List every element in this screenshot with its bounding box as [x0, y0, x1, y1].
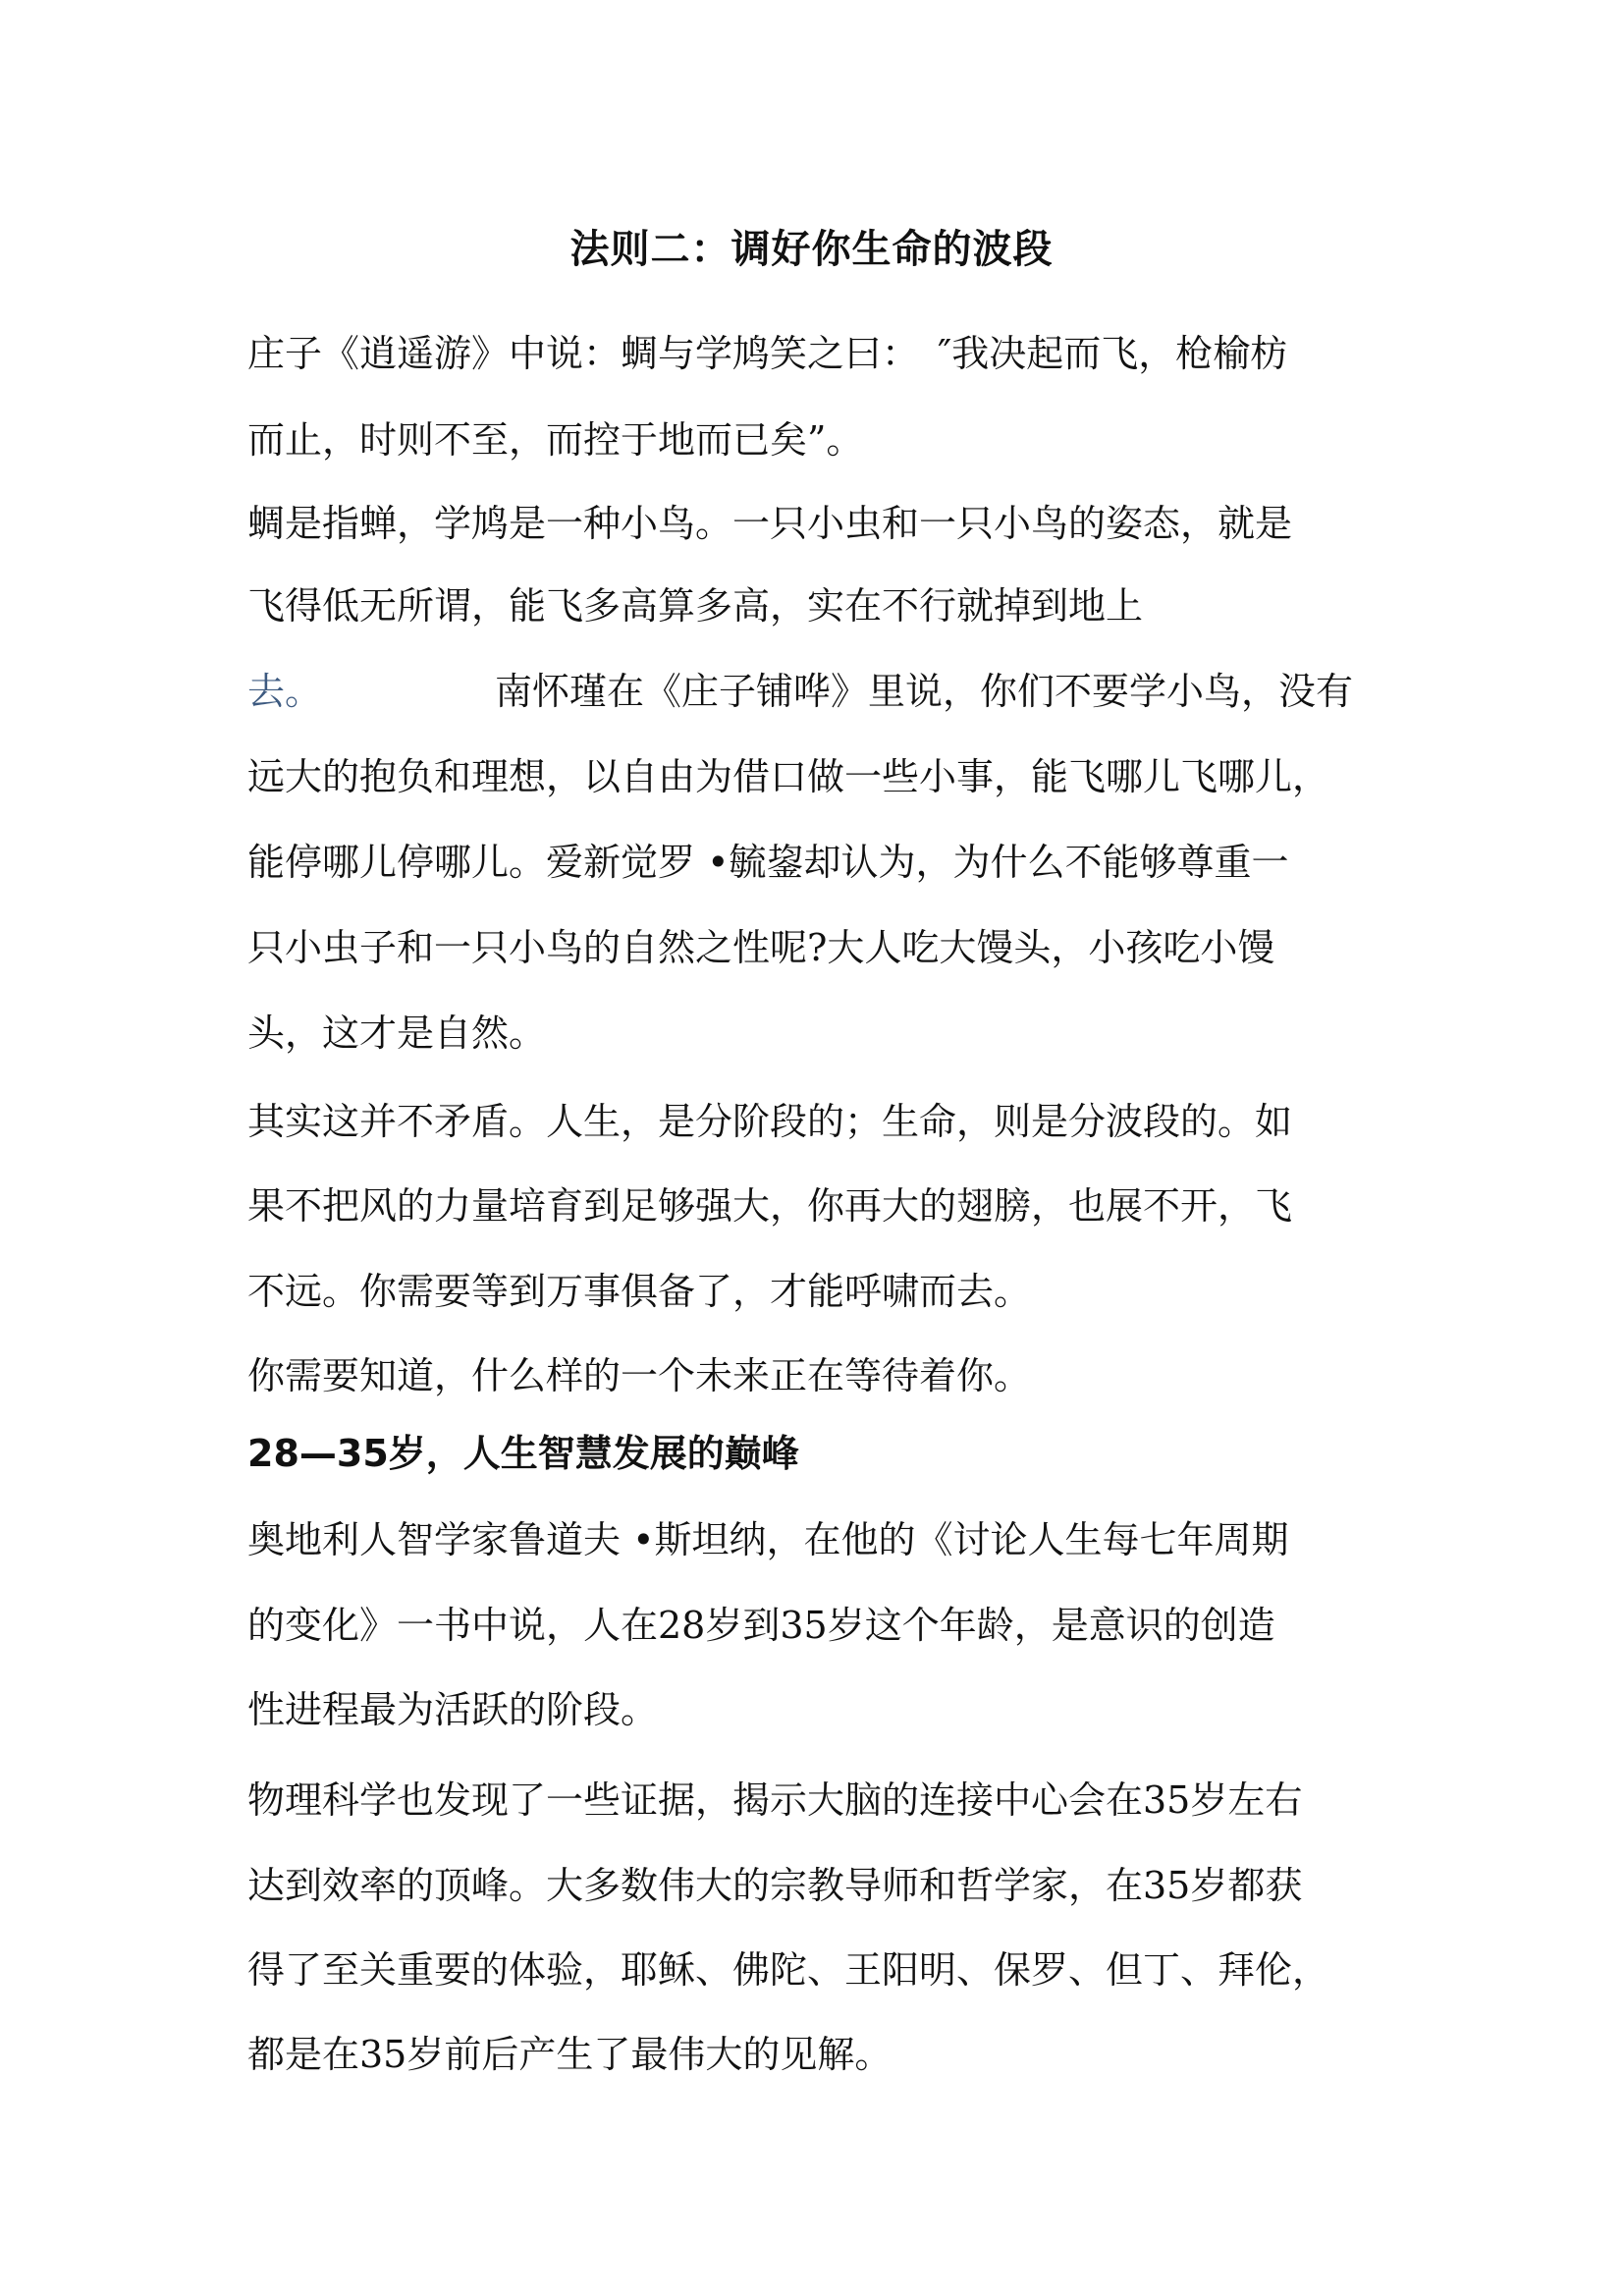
- paragraph-line: 能停哪儿停哪儿。爱新觉罗 •毓鋆却认为，为什么不能够尊重一: [247, 841, 1289, 884]
- paragraph-line: 奥地利人智学家鲁道夫 •斯坦纳，在他的《讨论人生每七年周期: [247, 1518, 1289, 1561]
- line-fragment: 南怀瑾在《庄子铺哗》里说，你们不要学小鸟，没有: [495, 670, 1354, 713]
- paragraph-line: 你需要知道，什么样的一个未来正在等待着你。: [247, 1354, 1032, 1397]
- paragraph-line: 果不把风的力量培育到足够强大，你再大的翅膀，也展不开，飞: [247, 1184, 1293, 1228]
- paragraph-line: 远大的抱负和理想，以自由为借口做一些小事，能飞哪儿飞哪儿，: [247, 755, 1330, 798]
- paragraph-line: 而止，时则不至，而控于地而已矣”。: [247, 418, 864, 462]
- paragraph-line: 得了至关重要的体验，耶稣、佛陀、王阳明、保罗、但丁、拜伦，: [247, 1948, 1330, 1992]
- paragraph-line: 达到效率的顶峰。大多数伟大的宗教导师和哲学家，在35岁都获: [247, 1864, 1303, 1907]
- paragraph-line: 庄子《逍遥游》中说：蜩与学鸠笑之曰： ″我决起而飞，枪榆枋: [247, 332, 1288, 375]
- paragraph-line: 不远。你需要等到万事俱备了，才能呼啸而去。: [247, 1270, 1032, 1313]
- paragraph-line: 性进程最为活跃的阶段。: [247, 1688, 659, 1731]
- paragraph-line: 头，这才是自然。: [247, 1011, 547, 1055]
- paragraph-line: [247, 667, 1386, 716]
- paragraph-line: 的变化》一书中说，人在28岁到35岁这个年龄，是意识的创造: [247, 1604, 1275, 1647]
- paragraph-line: 飞得低无所谓，能飞多高算多高，实在不行就掉到地上: [247, 584, 1144, 628]
- paragraph-line: 其实这并不矛盾。人生，是分阶段的；生命，则是分波段的。如: [247, 1100, 1293, 1143]
- line-fragment: 去。: [247, 670, 323, 713]
- paragraph-line: 物理科学也发现了一些证据，揭示大脑的连接中心会在35岁左右: [247, 1778, 1303, 1822]
- paragraph-line: 都是在35岁前后产生了最伟大的见解。: [247, 2033, 893, 2076]
- paragraph-line: 只小虫子和一只小鸟的自然之性呢?大人吃大馒头，小孩吃小馒: [247, 926, 1275, 969]
- paragraph-line: 蜩是指蝉，学鸠是一种小鸟。一只小虫和一只小鸟的姿态，就是: [247, 502, 1293, 545]
- section-heading: 28—35岁，人生智慧发展的巅峰: [247, 1432, 799, 1475]
- page-title: 法则二：调好你生命的波段: [569, 227, 1054, 272]
